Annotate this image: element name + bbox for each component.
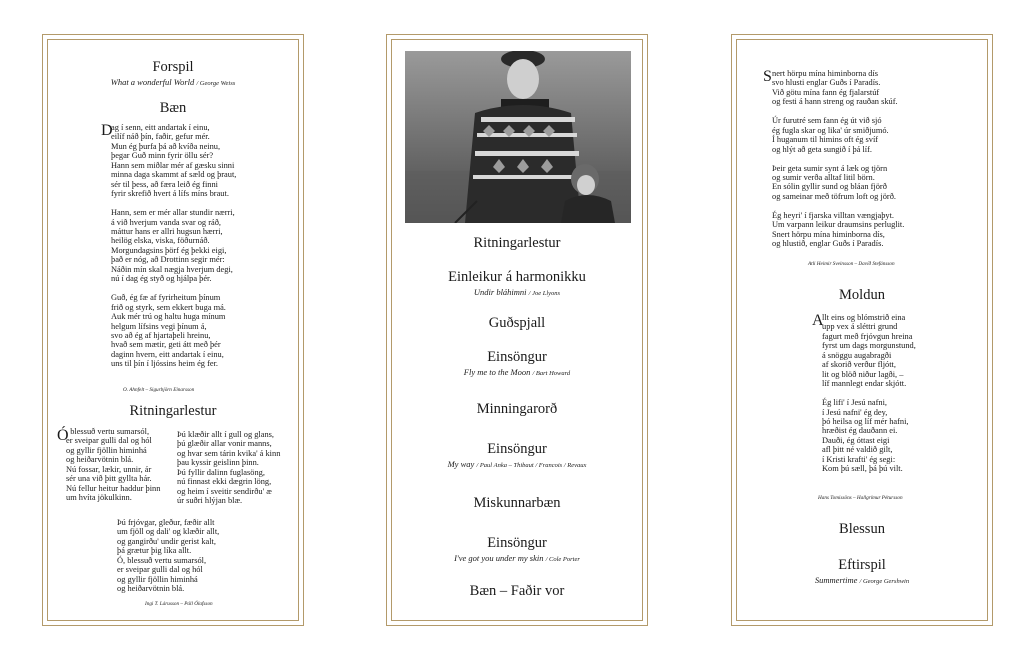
forspil-title: Forspil: [152, 59, 194, 75]
program-minningarord: Minningarorð: [476, 401, 558, 417]
moldun-title: Moldun: [839, 287, 885, 303]
poem1-text: nert hörpu mína himinborna dís svo hlusti englar Guðs í Paradís. Við götu mína fann ég fjalarstúf og festi á hann streng og rauðan skúf. Úr furutré sem fann ég út við sjó ég fugla skar og lika' úr smiðjumó. Í huganum til himins oft ég svíf og hlýt að geta sungið í þá líf. Þeir geta sumir synt á læk og tjörn og sumir verða alltaf litil börn. En sólin gyllir sund og bláan fjörð og sameinar með töfrum loft og jörð. Ég heyri' í fjarska villtan vængjaþyt. Um varpann leikur draumsins perluglit. Snert hörpu mína himinborna dís, og hlustið, englar Guðs í Paradís.: [772, 69, 905, 249]
forspil-song: What a wonderful World: [110, 77, 195, 87]
einleikur-song: Undir bláhimni: [473, 287, 527, 297]
baen-text: ag í senn, eitt andartak í einu, eilíf náð þín, faðir, gefur mér. Mun ég þurfa þá að kvíða neinu, þegar Guð minn fyrir öllu sér? Hann sem miðlar mér af gæsku sinni minna daga skammt af sæld og þraut, sér til þess, að færa leið ég finni fyrir skrefið hvert á lífs míns braut. Hann, sem er mér allar stundir nærri, á við hverjum vanda svar og ráð, máttur hans er allri hugsun hærri, heilög elska, viska, föðurnáð. Morgundagsins þörf ég þekki eigi, það er nóg, að Drottinn segir mér: Náðin mín skal nægja hverjum degi, nú í dag ég styð og hjálpa þér. Guð, ég fæ af fyrirheitum þínum frið og styrk, sem ekkert buga má. Auk mér trú og haltu huga mínum helgum lífsins vegi þínum á, svo að ég af hjartaþeli hreinu, hvað sem mætir, geti átt með þér daginn hvern, eitt andartak í einu, uns til þín í ljóssins heim ég fer.: [111, 123, 237, 369]
eftirspil-title: Eftirspil: [838, 557, 886, 573]
program-einsongur-1-subtitle: [397, 367, 637, 379]
poem1-drop-cap: S: [763, 68, 772, 85]
photo-image: [405, 51, 631, 223]
moldun-credit: Hans Tomissöns – Hallgrímur Pétursson: [818, 495, 903, 501]
eftirspil-subtitle: [742, 575, 982, 587]
forspil-subtitle: [53, 77, 293, 89]
program-einleikur-title: Einleikur á harmonikku: [448, 269, 586, 285]
baen-credit: O. Ahnfelt – Sigurbjörn Einarsson: [123, 387, 195, 393]
program-einsongur-2-title: Einsöngur: [487, 441, 547, 457]
moldun-verse: [814, 313, 916, 474]
einleikur-composer: / Joe Llyons: [528, 290, 561, 297]
moldun-text: llt eins og blómstrið eina upp vex á sléttri grund fagurt með frjóvgun hreina fyrst um dags morgunstund, á snöggu augabragði af skorið verður fljótt, lit og blöð niður lagði, – líf mannlegt endar skjótt. Ég lifi' í Jesú nafni, í Jesú nafni' ég dey, þó heilsa og líf mér hafni, hræðist ég dauðann ei. Dauði, ég óttast eigi afl þitt né valdið gilt, í Kristi krafti' ég segi: Kom þú sæll, þá þú vilt.: [822, 313, 916, 474]
baen-title: Bæn: [159, 100, 187, 116]
baen-drop-cap: D: [101, 122, 113, 139]
einsongur-1-composer: / Bart Howard: [532, 370, 571, 377]
baen-verse: [103, 123, 236, 369]
forspil-composer: / George Weiss: [196, 80, 236, 87]
moldun-drop-cap: A: [812, 312, 824, 329]
ritning-drop-cap: Ó: [57, 427, 69, 444]
program-miskunnarbaen: Miskunnarbæn: [473, 495, 561, 511]
ritning-col1-text: , blessuð vertu sumarsól, er sveipar gulli dal og hól og gyllir fjöllin himinhá og heiðarvötnin blá. Nú fossar, lækir, unnir, ár sér una við þitt gyllta hár. Nú fellur heitur haddur þinn um hvíta jökulkinn.: [66, 427, 161, 503]
eftirspil-composer: / George Gershwin: [859, 578, 910, 585]
ritning-credit: Ingi T. Lárusson – Páll Ólafsson: [145, 601, 213, 607]
memorial-photo: [405, 51, 631, 223]
poem1-credit: Atli Heimir Sveinsson – Davíð Stefánsson: [808, 261, 895, 267]
program-einsongur-1-title: Einsöngur: [487, 349, 547, 365]
panel-left: [42, 34, 304, 626]
ritningarlestur-title: Ritningarlestur: [129, 403, 217, 419]
program-gudspjall: Guðspjall: [488, 315, 546, 331]
program-einsongur-2-subtitle: [397, 459, 637, 471]
program-einsongur-3-subtitle: [397, 553, 637, 565]
blessun-title: Blessun: [839, 521, 885, 537]
einsongur-2-song: My way: [447, 459, 475, 469]
panel-center: [386, 34, 648, 626]
ritning-verse-1: [57, 427, 160, 503]
ritning-col2-text: Þú klæðir allt í gull og glans, þú glæðir allar vonir manns, og hvar sem tárin kvika' á kinn þau kyssir geislinn þinn. Þú fyllir dalinn fuglasöng, nú finnast ekki dægrin löng, og heim í sveitir sendirðu' æ úr suðri hlýjan blæ.: [177, 430, 281, 506]
program-einleikur-subtitle: [397, 287, 637, 299]
ritning-col3-text: Þú frjóvgar, gleður, fæðir allt um fjöll og dali' og klæðir allt, og gangirðu' undir gerist kalt, þá grætur þig líka allt. Ó, blessuð vertu sumarsól, er sveipar gulli dal og hól og gyllir fjöllin himinhá og heiðarvötnin blá.: [117, 518, 220, 594]
einsongur-2-composer: / Paul Anka – Thibaut / Francois / Revaux: [476, 462, 587, 469]
einsongur-3-composer: / Cole Porter: [545, 556, 580, 563]
program-einsongur-3-title: Einsöngur: [487, 535, 547, 551]
poem1-verse: [764, 69, 904, 249]
program-baen-fadir-vor: Bæn – Faðir vor: [469, 583, 565, 599]
program-ritningarlestur: Ritningarlestur: [473, 235, 561, 251]
einsongur-3-song: I've got you under my skin: [454, 553, 544, 563]
panel-right: [731, 34, 993, 626]
einsongur-1-song: Fly me to the Moon: [463, 367, 531, 377]
eftirspil-song: Summertime: [814, 575, 858, 585]
